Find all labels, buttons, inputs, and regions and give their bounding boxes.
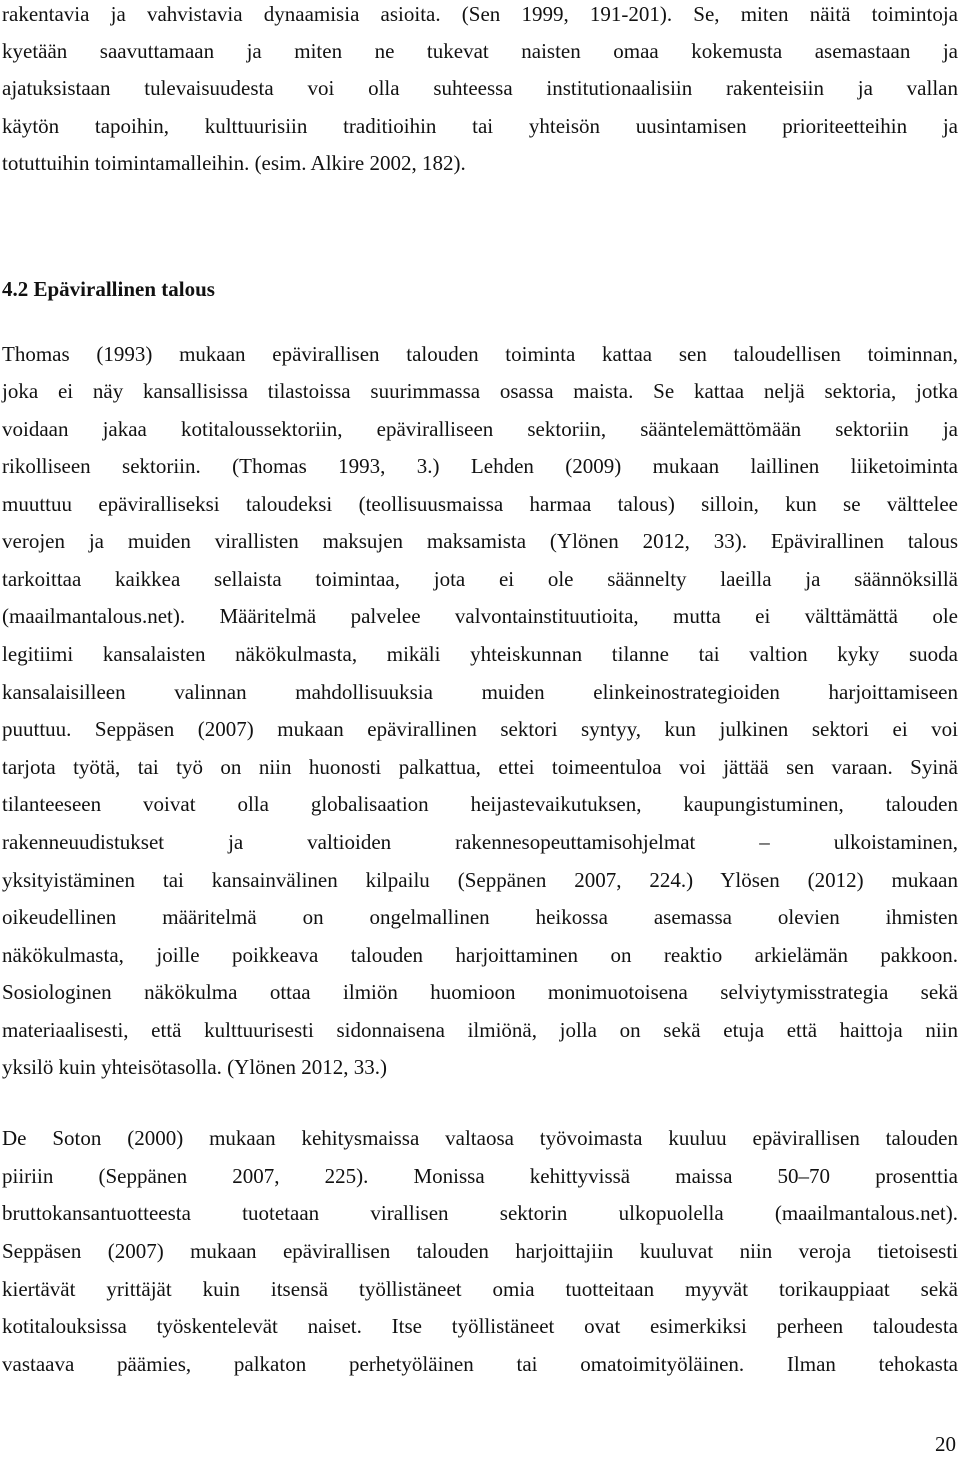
- paragraph1-line: voidaan jakaa kotitaloussektoriin, epäviralliseen sektoriin, sääntelemättömään sektoriin ja: [2, 417, 958, 441]
- paragraph2-line: bruttokansantuotteesta tuotetaan virallisen sektorin ulkopuolella (maailmantalous.net).: [2, 1201, 958, 1225]
- paragraph1-line: rakenneuudistukset ja valtioiden rakennesopeuttamisohjelmat – ulkoistaminen,: [2, 830, 958, 854]
- paragraph1-line: materiaalisesti, että kulttuurisesti sidonnaisena ilmiönä, jolla on sekä etuja että haittoja niin: [2, 1018, 958, 1042]
- intro-line: ajatuksistaan tulevaisuudesta voi olla suhteessa institutionaalisiin rakenteisiin ja vallan: [2, 76, 958, 100]
- paragraph1-line: puuttuu. Seppäsen (2007) mukaan epävirallinen sektori syntyy, kun julkinen sektori ei voi: [2, 717, 958, 741]
- intro-line: rakentavia ja vahvistavia dynaamisia asioita. (Sen 1999, 191-201). Se, miten näitä toimintoja: [2, 2, 958, 26]
- paragraph2-line: Seppäsen (2007) mukaan epävirallisen talouden harjoittajiin kuuluvat niin veroja tietoisesti: [2, 1239, 958, 1263]
- paragraph1-line: oikeudellinen määritelmä on ongelmallinen heikossa asemassa olevien ihmisten: [2, 905, 958, 929]
- paragraph1-line: tilanteeseen voivat olla globalisaation heijastevaikutuksen, kaupungistuminen, talouden: [2, 792, 958, 816]
- section-heading: 4.2 Epävirallinen talous: [2, 277, 215, 301]
- paragraph1-line: tarkoittaa kaikkea sellaista toimintaa, jota ei ole säännelty laeilla ja säännöksillä: [2, 567, 958, 591]
- intro-line: totuttuihin toimintamalleihin. (esim. Alkire 2002, 182).: [2, 151, 466, 175]
- paragraph2-line: piiriin (Seppänen 2007, 225). Monissa kehittyvissä maissa 50–70 prosenttia: [2, 1164, 958, 1188]
- paragraph1-line: verojen ja muiden virallisten maksujen maksamista (Ylönen 2012, 33). Epävirallinen talous: [2, 529, 958, 553]
- intro-line: käytön tapoihin, kulttuurisiin traditioihin tai yhteisön uusintamisen prioriteetteihin ja: [2, 114, 958, 138]
- paragraph1-line: Sosiologinen näkökulma ottaa ilmiön huomioon monimuotoisena selviytymisstrategia sekä: [2, 980, 958, 1004]
- paragraph1-line: näkökulmasta, joille poikkeava talouden harjoittaminen on reaktio arkielämän pakkoon.: [2, 943, 958, 967]
- paragraph2-line: kiertävät yrittäjät kuin itsensä työllistäneet omia tuotteitaan myyvät torikauppiaat sekä: [2, 1277, 958, 1301]
- paragraph2-line: kotitalouksissa työskentelevät naiset. Itse työllistäneet ovat esimerkiksi perheen taloudesta: [2, 1314, 958, 1338]
- page-number: 20: [935, 1432, 956, 1456]
- paragraph1-line: joka ei näy kansallisissa tilastoissa suurimmassa osassa maista. Se kattaa neljä sektoria, jotka: [2, 379, 958, 403]
- paragraph2-line: vastaava päämies, palkaton perhetyöläinen tai omatoimityöläinen. Ilman tehokasta: [2, 1352, 958, 1376]
- intro-line: kyetään saavuttamaan ja miten ne tukevat naisten omaa kokemusta asemastaan ja: [2, 39, 958, 63]
- paragraph2-line: De Soton (2000) mukaan kehitysmaissa valtaosa työvoimasta kuuluu epävirallisen talouden: [2, 1126, 958, 1150]
- paragraph1-line: yksityistäminen tai kansainvälinen kilpailu (Seppänen 2007, 224.) Ylösen (2012) mukaan: [2, 868, 958, 892]
- paragraph1-line: kansalaisilleen valinnan mahdollisuuksia muiden elinkeinostrategioiden harjoittamiseen: [2, 680, 958, 704]
- paragraph1-line: Thomas (1993) mukaan epävirallisen talouden toiminta kattaa sen taloudellisen toiminnan,: [2, 342, 958, 366]
- paragraph1-line: muuttuu epäviralliseksi taloudeksi (teollisuusmaissa harmaa talous) silloin, kun se välttelee: [2, 492, 958, 516]
- paragraph1-line: (maailmantalous.net). Määritelmä palvelee valvontainstituutioita, mutta ei välttämättä ole: [2, 604, 958, 628]
- paragraph1-line: legitiimi kansalaisten näkökulmasta, mikäli yhteiskunnan tilanne tai valtion kyky suoda: [2, 642, 958, 666]
- paragraph1-line: rikolliseen sektoriin. (Thomas 1993, 3.) Lehden (2009) mukaan laillinen liiketoiminta: [2, 454, 958, 478]
- paragraph1-line: yksilö kuin yhteisötasolla. (Ylönen 2012, 33.): [2, 1055, 387, 1079]
- paragraph1-line: tarjota työtä, tai työ on niin huonosti palkattua, ettei toimeentuloa voi jättää sen varaan. Syinä: [2, 755, 958, 779]
